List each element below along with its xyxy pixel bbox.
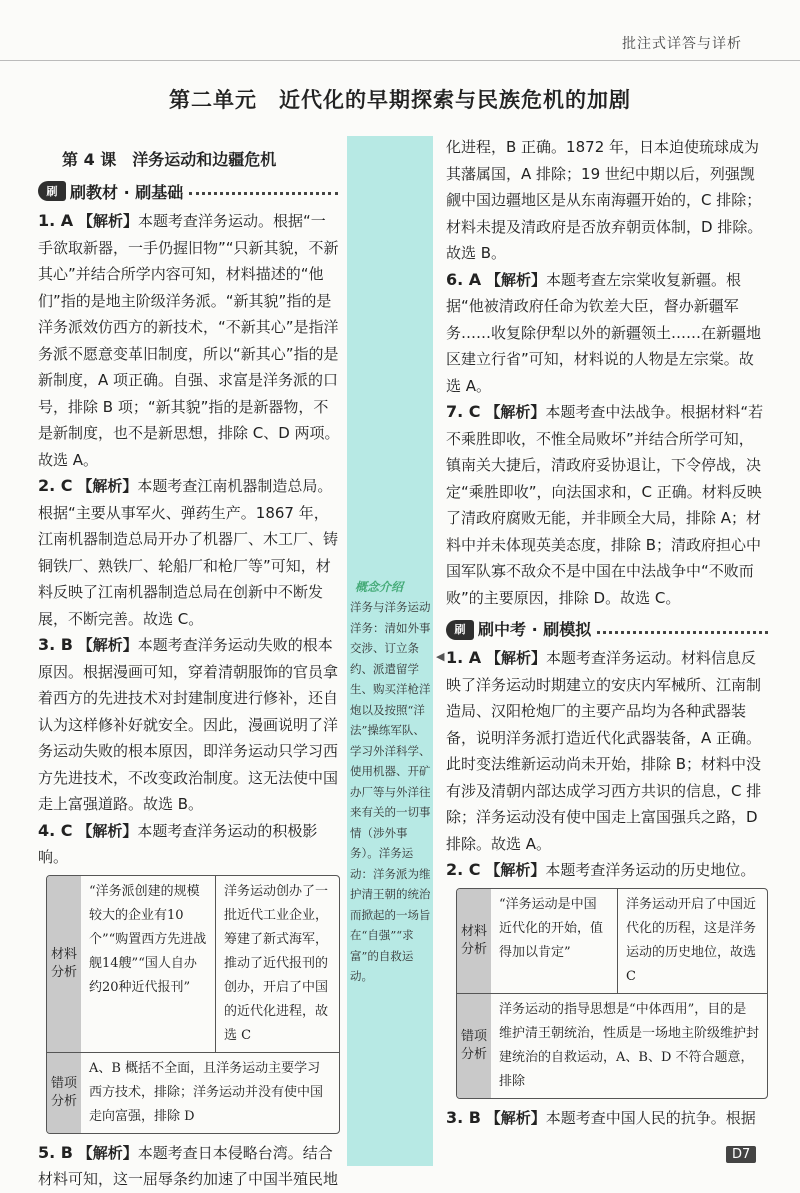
table-label: 错项分析 [457, 994, 491, 1098]
answer-item [38, 632, 340, 818]
analysis-table [46, 875, 340, 1134]
lesson-title: 第 4 课 洋务运动和边疆危机 [62, 150, 277, 169]
analysis-tag: 【解析】 [77, 212, 138, 230]
analysis-tag: 【解析】 [485, 649, 546, 667]
answer-text: 本题考查中法战争。根据材料“若不乘胜即收，不惟全局败坏”并结合所学可知，镇南关大捷后，清政府妥协退让，下令停战，决定“乘胜即收”，向法国求和，C 正确。材料反映了清政府腐败无能，并非顾全大局，排除 A；材料中并未体现英美态度，排除 B；清政府担心中国军队寡不敌众不是中国在中法战争中“不败而败”的主要原因，排除 D。故选 C。 [446, 403, 764, 607]
sidebar-heading: 概念介绍 [355, 580, 404, 594]
answer-continuation: 化进程，B 正确。1872 年，日本迫使琉球成为其藩属国，A 排除；19 世纪中期以后，列强觊觎中国边疆地区是从东南海疆开始的，C 排除；材料未提及清政府是否放弃朝贡体制，D 排除。故选 B。 [446, 138, 763, 262]
table-row-wrong [457, 993, 767, 1098]
analysis-tag: 【解析】 [77, 1143, 138, 1162]
answer-number: 7. C [446, 402, 481, 421]
answer-item [446, 645, 768, 857]
header-tag: 批注式详答与详析 [622, 36, 742, 52]
table-row-material [457, 889, 767, 993]
answer-number: 1. A [446, 648, 482, 667]
answer-item [38, 473, 340, 632]
answer-item [446, 267, 768, 400]
table-label: 材料分析 [457, 889, 491, 993]
answer-item [38, 1140, 340, 1193]
answer-number: 6. A [446, 269, 482, 289]
answer-text: 本题考查洋务运动。根据“一手欲取新器，一手仍握旧物”“只新其貌，不新其心”并结合所学内容可知，材料描述的“他们”指的是地主阶级洋务派。“新其貌”指的是洋务派效仿西方的新技术，“不新其心”是指洋务派不愿意变革旧制度，所以“新其心”指的是新制度，A 项正确。自强、求富是洋务派的口号，排除 B 项；“新其貌”指的是新器物，不是新制度，也不是新思想，排除 C、D 两项。故选 A。 [38, 212, 340, 469]
answer-item [38, 208, 340, 473]
answer-number: 1. A [38, 211, 74, 230]
answer-item [446, 399, 768, 611]
table-cell-analysis: 洋务运动开启了中国近代化的历程，这是洋务运动的历史地位，故选 C [617, 889, 767, 993]
table-cell-analysis: 洋务运动创办了一批近代工业企业，筹建了新式海军，推动了近代报刊的创办，开启了中国的近代化进程，故选 C [215, 876, 339, 1052]
table-cell-wrong: A、B 概括不全面，且洋务运动主要学习西方技术，排除；洋务运动并没有使中国走向富强，排除 D [89, 1060, 324, 1124]
right-column [446, 134, 768, 1131]
answer-number: 4. C [38, 820, 73, 840]
section-textbook [38, 178, 338, 204]
table-cell-quote: “洋务派创建的规模较大的企业有10个”“购置西方先进战舰14艘”“国人自办约20种近代报刊” [89, 883, 207, 995]
answer-item [446, 857, 768, 884]
table-cell-quote: “洋务运动是中国近代化的开始，值得加以肯定” [499, 896, 604, 960]
page-number: D7 [726, 1146, 756, 1163]
answer-item [446, 1105, 768, 1132]
section-label: 刷中考 · 刷模拟 [478, 619, 592, 639]
answer-number: 2. C [38, 476, 73, 495]
answer-text: 本题考查洋务运动。材料信息反映了洋务运动时期建立的安庆内军械所、江南制造局、汉阳枪炮厂的主要产品均为各种武器装备，说明洋务派打造近代化武器装备，A 正确。此时变法维新运动尚未开始，排除 B；材料中没有涉及清朝内部达成学习西方共识的信息，C 排除；洋务运动没有使中国走上富国强兵之路，D 排除。故选 A。 [446, 649, 762, 853]
table-cell-wrong: 洋务运动的指导思想是“中体西用”，目的是维护清王朝统治，性质是一场地主阶级维护封建统治的自救运动，A、B、D 不符合题意，排除 [499, 1001, 760, 1089]
section-icon: 刷 [38, 181, 66, 201]
answer-number: 3. B [446, 1107, 481, 1127]
analysis-tag: 【解析】 [485, 1108, 546, 1127]
answer-number: 5. B [38, 1142, 73, 1162]
unit-title: 第二单元 近代化的早期探索与民族危机的加剧 [169, 88, 631, 112]
analysis-tag: 【解析】 [485, 270, 546, 289]
analysis-tag: 【解析】 [77, 636, 138, 654]
answer-number: 3. B [38, 635, 73, 654]
answer-number: 2. C [446, 860, 481, 879]
pointer-arrow-icon: ◀ [436, 650, 445, 663]
section-label: 刷教材 · 刷基础 [70, 182, 184, 202]
analysis-tag: 【解析】 [77, 477, 138, 495]
header-rule [0, 60, 800, 61]
analysis-tag: 【解析】 [485, 861, 546, 879]
section-exam [446, 617, 768, 643]
table-row-material [47, 876, 339, 1052]
answer-text: 本题考查日本侵略台湾。结合材料可知，这一屈辱条约加速了中国半殖民地 [38, 1143, 339, 1188]
section-divider [597, 631, 768, 634]
analysis-table [456, 888, 768, 1099]
sidebar-text: 洋务与洋务运动 洋务：清如外事交涉、订立条约、派遣留学生、购买洋枪洋炮以及按照“洋法”操练军队、学习外洋科学、使用机器、开矿办厂等与外洋往来有关的一切事情（涉外事务）。洋务运动：洋务派为维护清王朝的统治而掀起的一场旨在“自强”“求富”的自救运动。 [350, 600, 442, 983]
table-row-wrong [47, 1052, 339, 1133]
answer-text: 本题考查中国人民的抗争。根据 [545, 1108, 756, 1127]
section-icon: 刷 [446, 620, 474, 640]
section-divider [189, 192, 338, 195]
analysis-tag: 【解析】 [77, 821, 138, 840]
answer-text: 本题考查江南机器制造总局。根据“主要从事军火、弹药生产。1867 年，江南机器制造总局开办了机器厂、木工厂、铸铜铁厂、熟铁厂、轮船厂和枪厂等”可知，材料反映了江南机器制造总局在创新中不断发展，不断完善。故选 C。 [38, 477, 339, 628]
answer-text: 本题考查洋务运动的积极影响。 [38, 821, 318, 866]
left-column [38, 208, 340, 1193]
answer-text: 本题考查洋务运动失败的根本原因。根据漫画可知，穿着清朝服饰的官员拿着西方的先进技术对封建制度进行修补，还自认为这样修补好就安全。因此，漫画说明了洋务运动失败的根本原因，即洋务运动只学习西方先进技术，不改变政治制度。这无法使中国走上富强道路。故选 B。 [38, 636, 339, 813]
table-label: 材料分析 [47, 876, 81, 1052]
answer-text: 本题考查洋务运动的历史地位。 [545, 861, 756, 879]
table-label: 错项分析 [47, 1053, 81, 1133]
answer-item [38, 818, 340, 871]
answer-text: 本题考查左宗棠收复新疆。根据“他被清政府任命为钦差大臣，督办新疆军务……收复除伊犁以外的新疆领土……在新疆地区建立行省”可知，材料说的人物是左宗棠。故选 A。 [446, 270, 762, 395]
analysis-tag: 【解析】 [485, 403, 546, 421]
